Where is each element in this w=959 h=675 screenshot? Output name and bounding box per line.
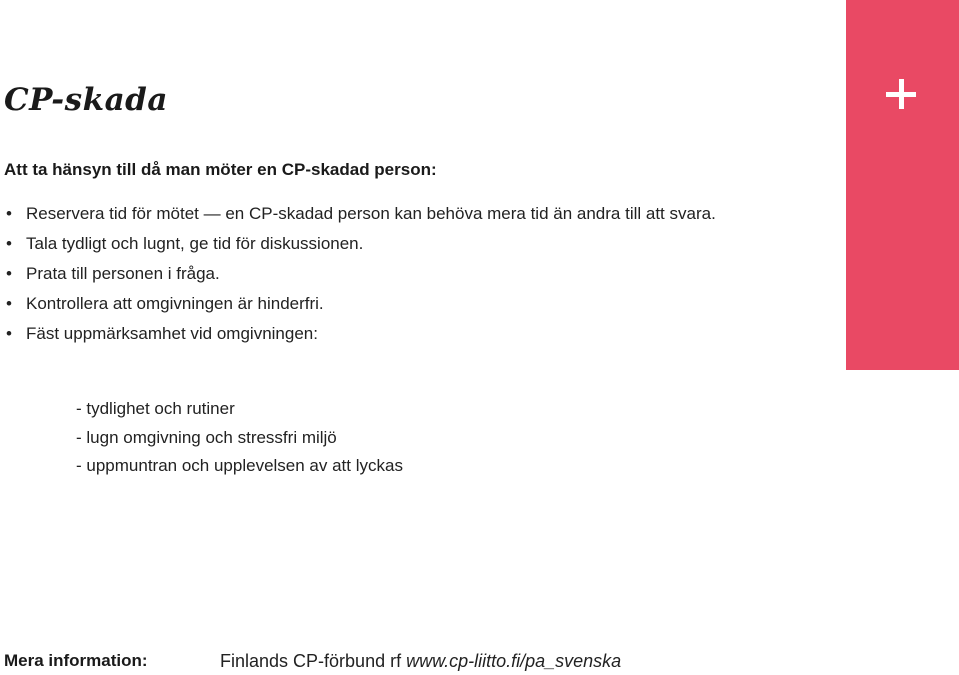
page-title: CP-skada [4,82,168,118]
list-item [4,199,774,228]
list-item-text: Tala tydligt och lugnt, ge tid för diskussionen. [26,234,364,253]
list-item-text: Kontrollera att omgivningen är hinderfri. [26,294,324,313]
bullet-list [4,199,774,349]
sub-list-item: - tydlighet och rutiner [76,399,235,418]
side-panel [846,0,959,370]
org-name: Finlands CP-förbund rf [220,651,407,671]
sub-list [76,395,403,481]
more-info-label: Mera information: [4,651,148,670]
list-item-text: Prata till personen i fråga. [26,264,220,283]
bullet-icon: • [6,204,12,223]
section-heading: Att ta hänsyn till då man möter en CP-skadad person: [4,160,437,179]
more-info-text [220,651,621,672]
list-item [4,229,774,258]
bullet-icon: • [6,294,12,313]
plus-icon[interactable] [884,77,918,111]
bullet-icon: • [6,234,12,253]
list-item-text: Fäst uppmärksamhet vid omgivningen: [26,324,318,343]
list-item [4,319,774,348]
website-link[interactable]: www.cp-liitto.fi/pa_svenska [406,651,622,671]
sub-list-item: - lugn omgivning och stressfri miljö [76,427,337,447]
bullet-icon: • [6,324,12,343]
list-item [4,289,774,318]
list-item-text: Reservera tid för mötet — en CP-skadad person kan behöva mera tid än andra till att svara. [26,204,716,223]
list-item [4,259,774,288]
bullet-icon: • [6,264,12,283]
sub-list-item: - uppmuntran och upplevelsen av att lyckas [76,456,403,475]
